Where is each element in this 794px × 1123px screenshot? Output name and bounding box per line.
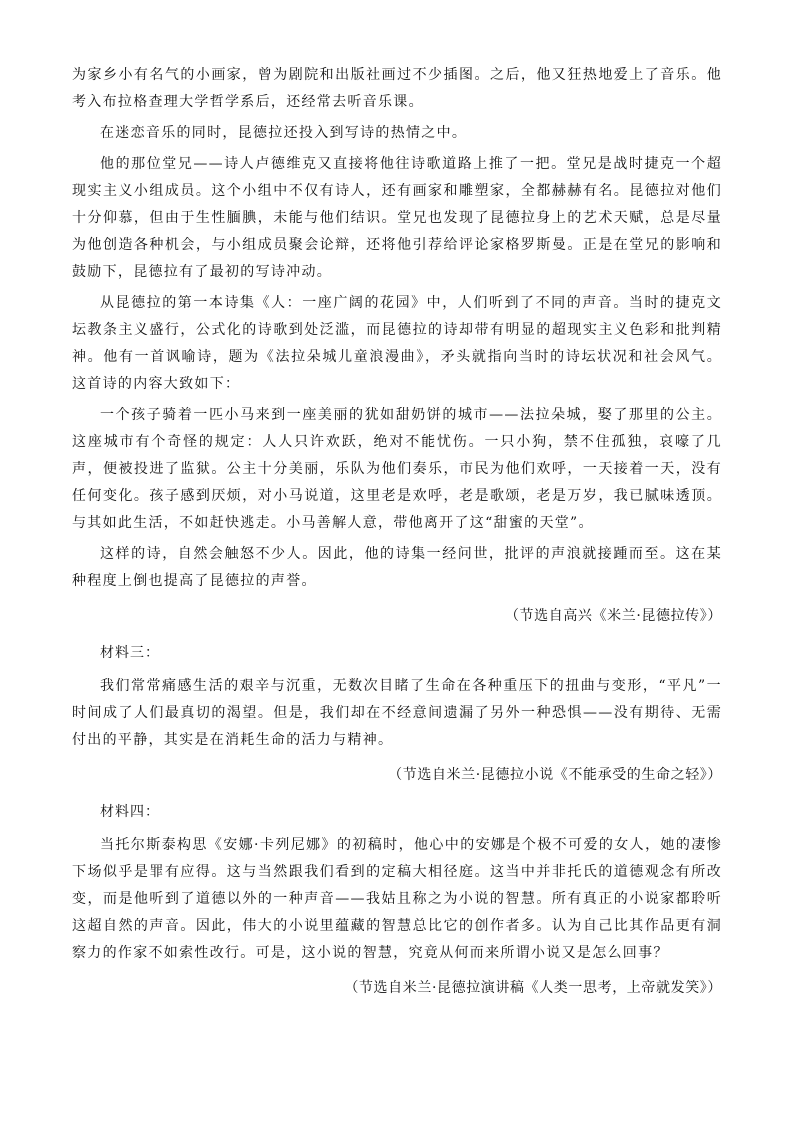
source-citation-3: （节选自米兰·昆德拉小说《不能承受的生命之轻》） [388, 767, 722, 783]
paragraph-reception: 这样的诗，自然会触怒不少人。因此，他的诗集一经问世，批评的声浪就接踵而至。这在某种程度上倒也提高了昆德拉的声誉。 [72, 546, 722, 589]
material-4-text: 当托尔斯泰构思《安娜·卡列尼娜》的初稿时，他心中的安娜是个极不可爱的女人，她的凄惨下场似乎是罪有应得。这与当然跟我们看到的定稿大相径庭。这当中并非托氏的道德观念有所改变，而是他听到了道德以外的一种声音——我姑且称之为小说的智慧。所有真正的小说家都聆听这超自然的声音。因此，伟大的小说里蕴藏的智慧总比它的创作者多。认为自己比其作品更有洞察力的作家不如索性改行。可是，这小说的智慧，究竟从何而来所谓小说又是怎么回事？ [72, 837, 722, 961]
paragraph-continued: 为家乡小有名气的小画家，曾为剧院和出版社画过不少插图。之后，他又狂热地爱上了音乐。他考入布拉格查理大学哲学系后，还经常去听音乐课。 [72, 67, 722, 110]
source-citation-4: （节选自米兰·昆德拉演讲稿《人类一思考，上帝就发笑》） [344, 980, 722, 996]
paragraph-poem-summary: 一个孩子骑着一匹小马来到一座美丽的犹如甜奶饼的城市——法拉朵城，娶了那里的公主。这座城市有个奇怪的规定：人人只许欢跃，绝对不能忧伤。一只小狗，禁不住孤独，哀嚎了几声，便被投进了监狱。公主十分美丽，乐队为他们奏乐，市民为他们欢呼，一天接着一天，没有任何变化。孩子感到厌烦，对小马说道，这里老是欢呼，老是歌颂，老是万岁，我已腻味透顶。与其如此生活，不如赶快逃走。小马善解人意，带他离开了这“甜蜜的天堂”。 [72, 407, 722, 531]
source-citation-1: （节选自高兴《米兰·昆德拉传》） [504, 608, 722, 624]
material-3-label: 材料三： [100, 645, 160, 661]
material-4-label: 材料四： [100, 804, 160, 820]
document-page [72, 62, 722, 1012]
material-3-text: 我们常常痛感生活的艰辛与沉重，无数次目睹了生命在各种重压下的扭曲与变形，“平凡”一时间成了人们最真切的渴望。但是，我们却在不经意间遗漏了另外一种恐惧——没有期待、无需付出的平静，其实是在消耗生命的活力与精神。 [72, 678, 722, 748]
paragraph-first-poetry-collection: 从昆德拉的第一本诗集《人：一座广阔的花园》中，人们听到了不同的声音。当时的捷克文坛教条主义盛行，公式化的诗歌到处泛滥，而昆德拉的诗却带有明显的超现实主义色彩和批判精神。他有一首讽喻诗，题为《法拉朵城儿童浪漫曲》，矛头就指向当时的诗坛状况和社会风气。这首诗的内容大致如下： [72, 295, 722, 392]
paragraph-cousin: 他的那位堂兄——诗人卢德维克又直接将他往诗歌道路上推了一把。堂兄是战时捷克一个超现实主义小组成员。这个小组中不仅有诗人，还有画家和雕塑家，全都赫赫有名。昆德拉对他们十分仰慕，但由于生性腼腆，未能与他们结识。堂兄也发现了昆德拉身上的艺术天赋，总是尽量为他创造各种机会，与小组成员聚会论辩，还将他引荐给评论家格罗斯曼。正是在堂兄的影响和鼓励下，昆德拉有了最初的写诗冲动。 [72, 156, 722, 280]
paragraph-music-poetry: 在迷恋音乐的同时，昆德拉还投入到写诗的热情之中。 [100, 125, 468, 141]
